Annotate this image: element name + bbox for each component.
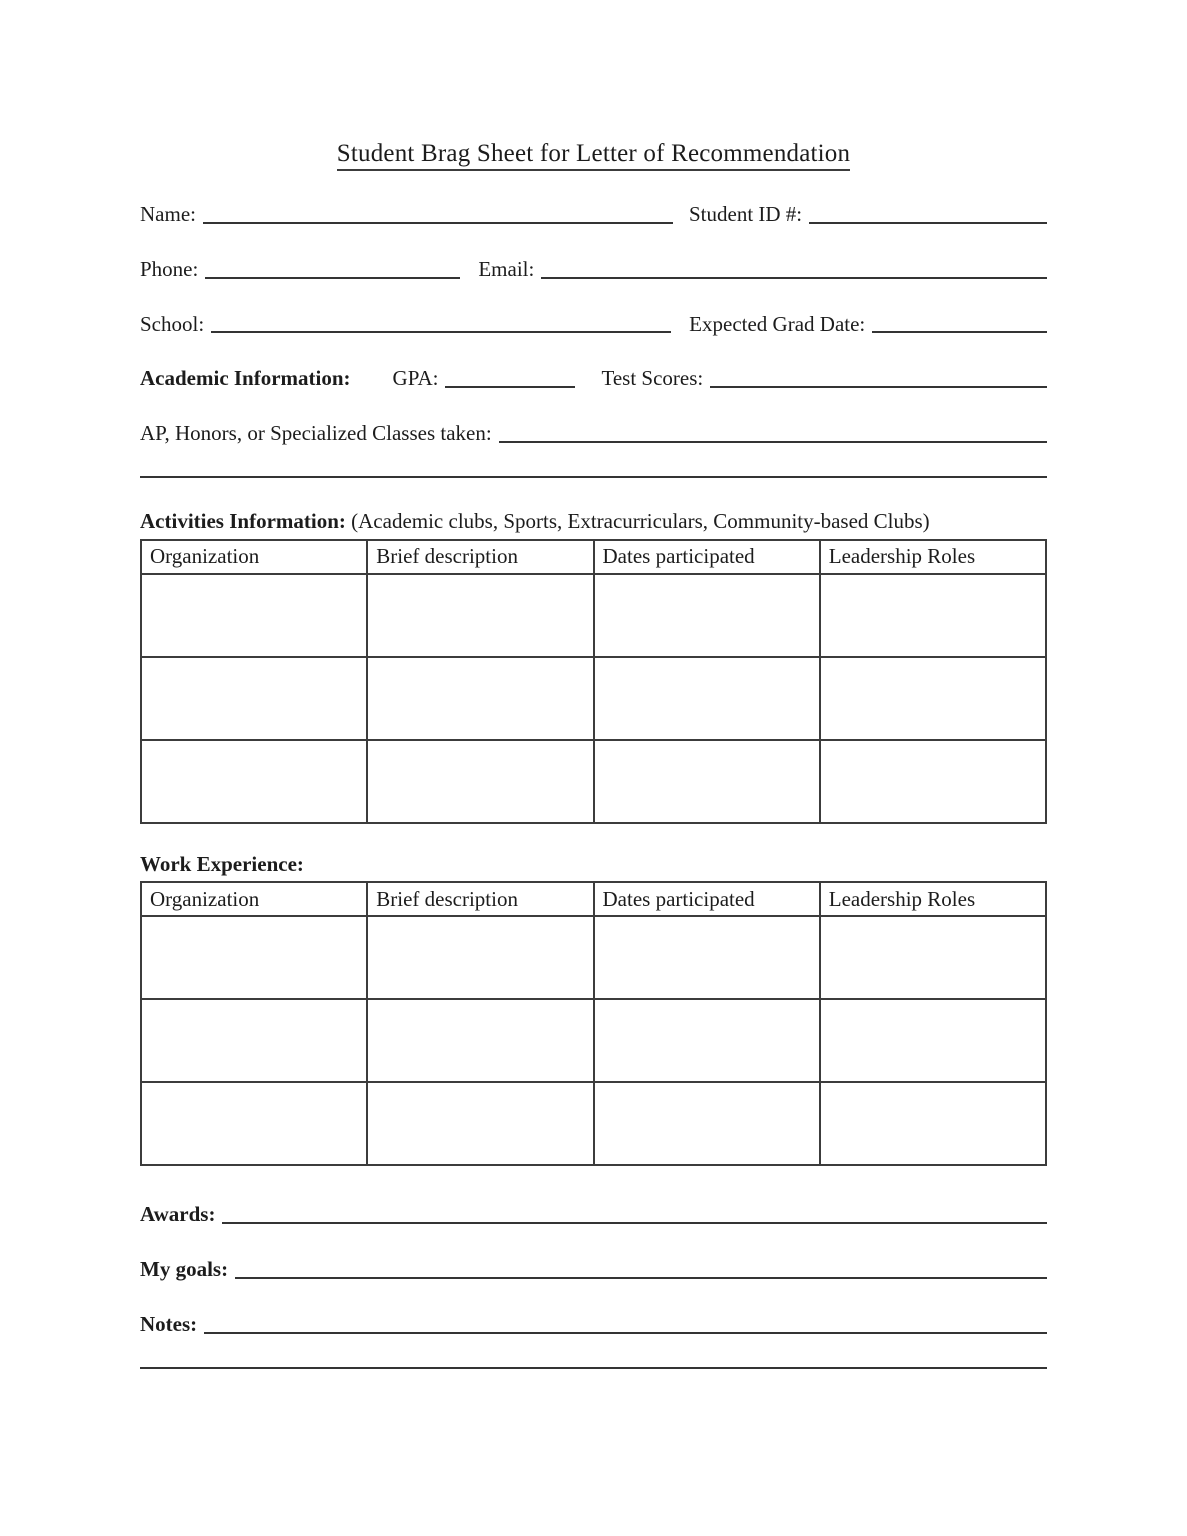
table-row — [141, 574, 1046, 657]
table-cell — [594, 999, 820, 1082]
table-cell — [820, 574, 1046, 657]
work-table — [140, 881, 1047, 1166]
awards-row — [140, 1202, 1047, 1227]
table-row — [141, 916, 1046, 999]
table-cell — [141, 740, 367, 823]
table-cell — [594, 657, 820, 740]
table-cell — [820, 740, 1046, 823]
table-cell — [141, 574, 367, 657]
notes-field-line — [204, 1332, 1047, 1334]
work-table-body — [141, 916, 1046, 1165]
test-scores-field-line — [710, 386, 1047, 388]
phone-field-line — [205, 277, 460, 279]
work-col-organization: Organization — [141, 882, 367, 916]
phone-label: Phone: — [140, 256, 199, 281]
student-id-label: Student ID #: — [688, 202, 803, 226]
work-col-leadership: Leadership Roles — [820, 882, 1046, 916]
activities-table-header — [141, 540, 1046, 574]
academic-info-label: Academic Information: — [140, 366, 351, 391]
email-label: Email: — [478, 256, 535, 281]
academic-info-row — [140, 366, 1047, 391]
awards-field-line — [222, 1222, 1047, 1224]
grad-date-label: Expected Grad Date: — [689, 311, 866, 336]
table-row — [141, 999, 1046, 1082]
work-heading — [140, 852, 1047, 877]
table-row — [141, 1082, 1046, 1165]
title-row — [140, 140, 1047, 171]
ap-classes-continuation-line — [140, 476, 1047, 478]
activities-table-body — [141, 574, 1046, 823]
table-cell — [367, 740, 593, 823]
goals-row — [140, 1257, 1047, 1282]
notes-row — [140, 1312, 1047, 1337]
table-cell — [367, 574, 593, 657]
name-row — [140, 202, 1047, 227]
work-col-description: Brief description — [367, 882, 593, 916]
activities-heading-note: (Academic clubs, Sports, Extracurriculars, Community-based Clubs) — [351, 508, 930, 533]
phone-row — [140, 257, 1047, 282]
name-field-line — [203, 222, 673, 224]
table-cell — [141, 999, 367, 1082]
goals-label: My goals: — [140, 1257, 229, 1282]
table-cell — [367, 916, 593, 999]
school-field-line — [211, 331, 671, 333]
activities-col-description: Brief description — [367, 540, 593, 574]
ap-classes-field-line — [499, 441, 1047, 443]
email-field-line — [541, 277, 1047, 279]
table-cell — [367, 1082, 593, 1165]
table-cell — [594, 740, 820, 823]
gpa-field-line — [445, 386, 575, 388]
activities-col-organization: Organization — [141, 540, 367, 574]
table-cell — [820, 999, 1046, 1082]
goals-field-line — [235, 1277, 1047, 1279]
work-table-header — [141, 882, 1046, 916]
table-cell — [141, 657, 367, 740]
work-col-dates: Dates participated — [594, 882, 820, 916]
table-row — [141, 657, 1046, 740]
activities-table — [140, 539, 1047, 824]
table-cell — [141, 1082, 367, 1165]
page-title: Student Brag Sheet for Letter of Recommendation — [337, 140, 850, 171]
gpa-label: GPA: — [392, 366, 439, 391]
school-label: School: — [140, 311, 205, 336]
notes-continuation-line — [140, 1367, 1047, 1369]
table-cell — [820, 916, 1046, 999]
table-cell — [141, 916, 367, 999]
activities-col-leadership: Leadership Roles — [820, 540, 1046, 574]
grad-date-field-line — [872, 331, 1047, 333]
ap-classes-row — [140, 421, 1047, 446]
table-cell — [594, 1082, 820, 1165]
table-cell — [367, 999, 593, 1082]
activities-heading-label: Activities Information: — [140, 508, 346, 533]
student-id-field-line — [809, 222, 1047, 224]
table-row — [141, 740, 1046, 823]
activities-col-dates: Dates participated — [594, 540, 820, 574]
table-cell — [594, 574, 820, 657]
ap-classes-label: AP, Honors, or Specialized Classes taken: — [140, 421, 492, 446]
table-cell — [820, 657, 1046, 740]
awards-label: Awards: — [140, 1202, 216, 1227]
activities-heading — [140, 509, 1047, 534]
table-cell — [367, 657, 593, 740]
name-label: Name: — [140, 202, 196, 226]
table-cell — [820, 1082, 1046, 1165]
school-row — [140, 312, 1047, 337]
work-heading-label: Work Experience: — [140, 851, 304, 876]
table-cell — [594, 916, 820, 999]
notes-label: Notes: — [140, 1311, 198, 1336]
test-scores-label: Test Scores: — [601, 366, 704, 391]
